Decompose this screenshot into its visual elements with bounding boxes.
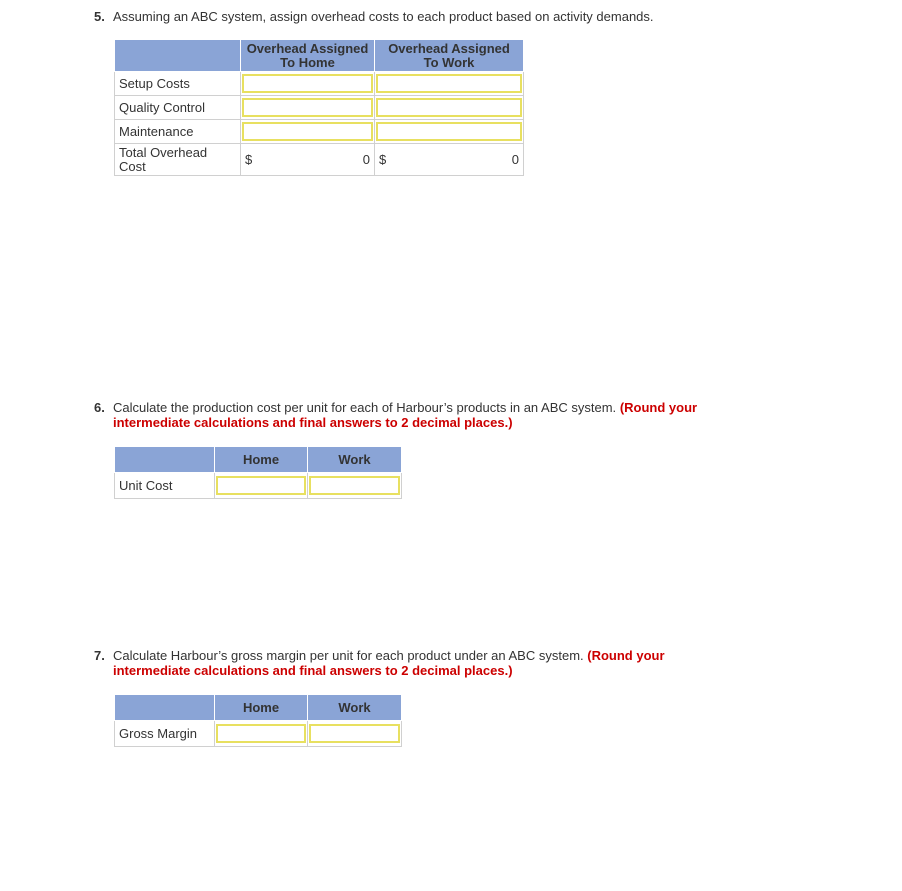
gross-margin-table (114, 694, 402, 747)
total-home-value: 0 (362, 151, 370, 167)
overhead-allocation-table (114, 39, 524, 176)
header-work-line2: To Work (423, 54, 475, 70)
question-5 (94, 9, 734, 24)
table-row (115, 120, 524, 144)
question-text (113, 400, 734, 430)
total-row (115, 144, 524, 176)
rounding-hint: (Round your intermediate calculations and final answers to 2 decimal places.) (113, 648, 665, 678)
cell (375, 96, 524, 120)
question-text (113, 648, 734, 678)
cell (241, 72, 375, 96)
maintenance-work-input[interactable] (376, 122, 522, 141)
maintenance-home-input[interactable] (242, 122, 373, 141)
question-6 (94, 400, 734, 430)
total-work-cell (375, 144, 524, 176)
header-home: Home (215, 447, 308, 473)
table-row (115, 96, 524, 120)
currency-symbol: $ (245, 151, 253, 167)
cell (308, 473, 402, 499)
cell (241, 120, 375, 144)
header-row (115, 695, 402, 721)
header-home-line2: To Home (280, 54, 335, 70)
question-text: Assuming an ABC system, assign overhead costs to each product based on activity demands. (113, 9, 654, 24)
header-work: Work (308, 447, 402, 473)
question-7 (94, 648, 734, 678)
unit-cost-table (114, 446, 402, 499)
cell (308, 721, 402, 747)
gross-margin-work-input[interactable] (309, 724, 400, 743)
quality-home-input[interactable] (242, 98, 373, 117)
header-blank (115, 447, 215, 473)
currency-symbol: $ (379, 151, 387, 167)
row-label: Unit Cost (115, 473, 215, 499)
total-label-line2: Cost (119, 158, 146, 174)
cell (375, 120, 524, 144)
setup-work-input[interactable] (376, 74, 522, 93)
cell (375, 72, 524, 96)
question-number: 5. (94, 9, 105, 24)
row-label: Quality Control (115, 96, 241, 120)
cell (241, 96, 375, 120)
table-row (115, 721, 402, 747)
header-home: Home (215, 695, 308, 721)
header-work-line1: Overhead Assigned (388, 40, 510, 56)
row-label: Maintenance (115, 120, 241, 144)
total-work-value: 0 (511, 151, 519, 167)
header-blank (115, 695, 215, 721)
unit-cost-work-input[interactable] (309, 476, 400, 495)
header-work: Work (308, 695, 402, 721)
header-row (115, 447, 402, 473)
question-number: 6. (94, 400, 105, 415)
table-row (115, 473, 402, 499)
row-label: Gross Margin (115, 721, 215, 747)
header-home-line1: Overhead Assigned (246, 40, 369, 56)
header-blank (115, 40, 241, 72)
table-row (115, 72, 524, 96)
question-number: 7. (94, 648, 105, 663)
question-body: Calculate the production cost per unit for each of Harbour’s products in an ABC system. (113, 400, 617, 415)
header-home (241, 40, 375, 72)
total-label-line1: Total Overhead (119, 144, 208, 160)
setup-home-input[interactable] (242, 74, 373, 93)
total-label (115, 144, 241, 176)
header-work (375, 40, 524, 72)
gross-margin-home-input[interactable] (216, 724, 306, 743)
cell (215, 721, 308, 747)
question-body: Calculate Harbour’s gross margin per unit for each product under an ABC system. (113, 648, 584, 663)
header-row (115, 40, 524, 72)
rounding-hint: (Round your intermediate calculations and final answers to 2 decimal places.) (113, 400, 698, 430)
unit-cost-home-input[interactable] (216, 476, 306, 495)
row-label: Setup Costs (115, 72, 241, 96)
total-home-cell (241, 144, 375, 176)
cell (215, 473, 308, 499)
quality-work-input[interactable] (376, 98, 522, 117)
